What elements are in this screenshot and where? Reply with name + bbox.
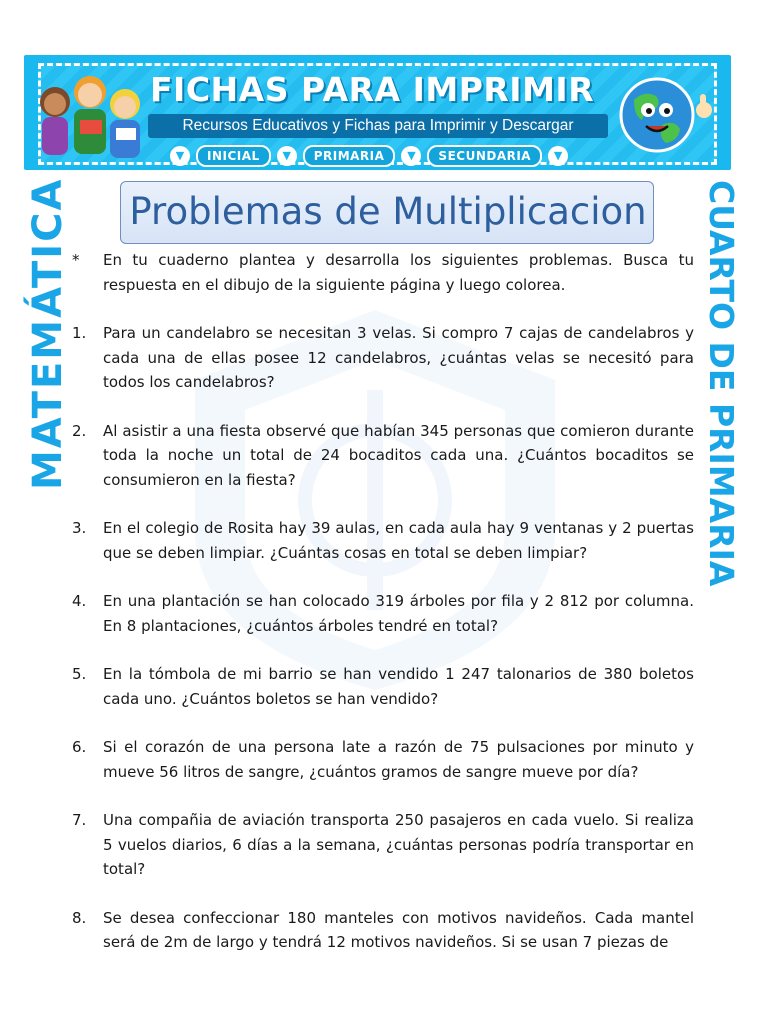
- item-number: 1.: [72, 324, 87, 342]
- site-nav: [170, 145, 600, 167]
- item-number: 7.: [72, 811, 87, 829]
- globe-mascot-icon: [612, 70, 722, 160]
- problem-item: [72, 419, 694, 493]
- item-number: 3.: [72, 519, 87, 537]
- page-title: Problemas de Multiplicacion: [129, 190, 647, 233]
- down-arrow-icon: ▼: [548, 146, 568, 166]
- site-title: FICHAS PARA IMPRIMIR: [150, 70, 595, 109]
- item-text: En el colegio de Rosita hay 39 aulas, en cada aula hay 9 ventanas y 2 puertas que se deben limpiar. ¿Cuántas cosas en total se deben limpiar?: [103, 519, 694, 562]
- problem-list: [72, 248, 694, 979]
- item-text: Para un candelabro se necesitan 3 velas. Si compro 7 cajas de candelabros y cada una de ellas posee 12 candelabros, ¿cuántas velas se necesitó para todos los candelabros?: [103, 324, 694, 391]
- children-illustration-icon: [30, 62, 155, 162]
- instruction-item: [72, 248, 694, 297]
- item-number: 2.: [72, 421, 87, 440]
- item-text: Una compañia de aviación transporta 250 pasajeros en cada vuelo. Si realiza 5 vuelos diarios, 6 días a la semana, ¿cuántas personas podría transportar en total?: [103, 811, 694, 878]
- item-marker: *: [72, 251, 80, 269]
- item-text: Si el corazón de una persona late a razón de 75 pulsaciones por minuto y mueve 56 litros de sangre, ¿cuántos gramos de sangre mueve por día?: [103, 738, 694, 781]
- item-text: En una plantación se han colocado 319 árboles por fila y 2 812 por columna. En 8 plantaciones, ¿cuántos árboles tendré en total?: [103, 592, 694, 635]
- worksheet-title-box: [120, 181, 654, 244]
- item-number: 6.: [72, 738, 87, 756]
- nav-inicial-link[interactable]: INICIAL: [196, 145, 271, 167]
- nav-primaria-link[interactable]: PRIMARIA: [303, 145, 396, 167]
- item-number: 5.: [72, 665, 87, 683]
- subject-label: MATEMÁTICA: [25, 177, 71, 490]
- item-number: 4.: [72, 592, 87, 610]
- grade-label: CUARTO DE PRIMARIA: [702, 180, 741, 587]
- item-text: En la tómbola de mi barrio se han vendido 1 247 talonarios de 380 boletos cada uno. ¿Cuántos boletos se han vendido?: [103, 665, 694, 708]
- site-subtitle: Recursos Educativos y Fichas para Imprimir y Descargar: [148, 114, 608, 138]
- problem-item: [72, 906, 694, 955]
- problem-item: [72, 516, 694, 565]
- problem-item: [72, 321, 694, 395]
- nav-secundaria-link[interactable]: SECUNDARIA: [427, 145, 542, 167]
- down-arrow-icon: ▼: [277, 146, 297, 166]
- item-number: 8.: [72, 908, 87, 927]
- down-arrow-icon: ▼: [170, 146, 190, 166]
- problem-item: [72, 808, 694, 882]
- problem-item: [72, 589, 694, 638]
- down-arrow-icon: ▼: [401, 146, 421, 166]
- item-text: Se desea confeccionar 180 manteles con motivos navideños. Cada mantel será de 2m de largo y tendrá 12 motivos navideños. Si se usan 7 piezas de: [103, 908, 694, 951]
- item-text: Al asistir a una fiesta observé que habían 345 personas que comieron durante toda la noche un total de 24 bocaditos cada una. ¿Cuántos bocaditos se consumieron en la fiesta?: [103, 421, 694, 489]
- problem-item: [72, 735, 694, 784]
- item-text: En tu cuaderno plantea y desarrolla los siguientes problemas. Busca tu respuesta en el dibujo de la siguiente página y luego colorea.: [103, 251, 694, 294]
- problem-item: [72, 662, 694, 711]
